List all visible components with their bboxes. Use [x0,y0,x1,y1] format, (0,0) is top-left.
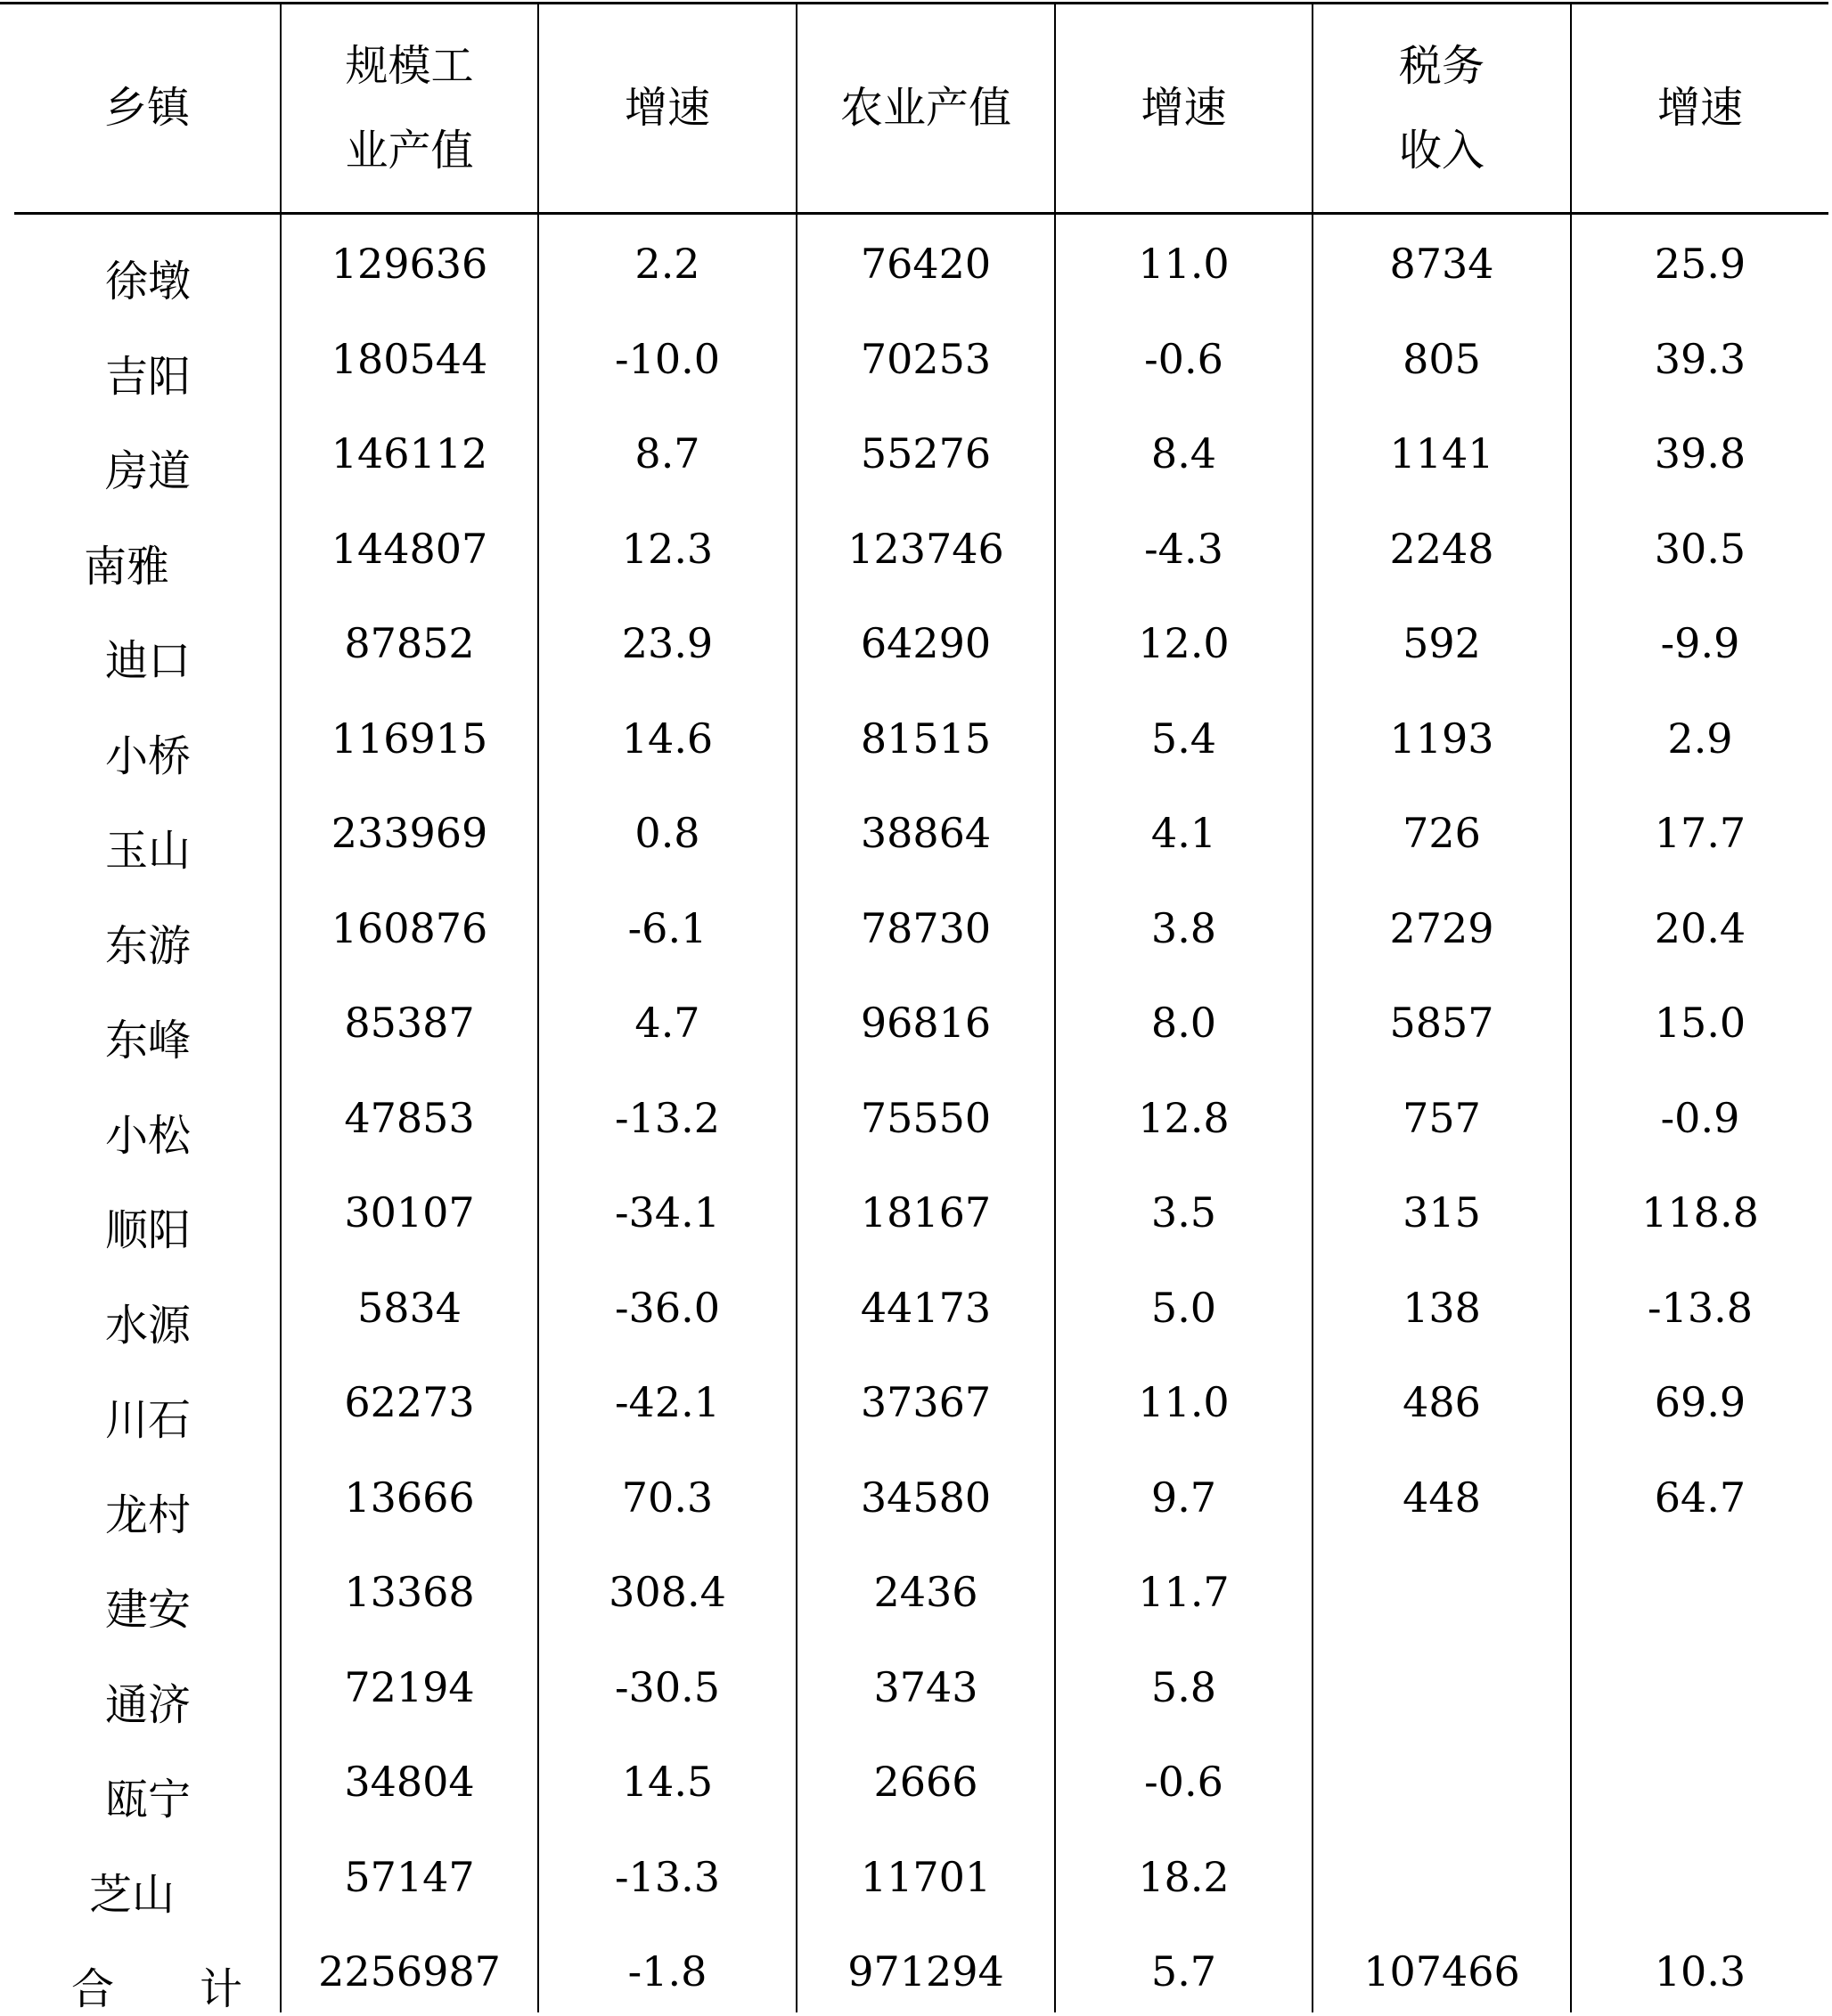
tax-revenue-cell [1313,1565,1570,1619]
agri-output-cell: 75550 [860,1093,992,1142]
tax-revenue-cell: 107466 [1363,1947,1520,1996]
town-name-cell: 东峰 [105,1016,192,1065]
tax-growth-cell [1572,1661,1828,1714]
agri-growth-cell: 18.2 [1138,1852,1230,1901]
header-cell [1056,4,1312,212]
industry-output-cell: 233969 [331,809,488,857]
agri-growth-cell: 8.0 [1150,999,1217,1047]
agri-output-cell: 44173 [860,1283,992,1332]
tax-revenue-cell: 805 [1403,334,1481,383]
agri-output-cell: 70253 [860,334,992,383]
agri-growth-cell: 3.8 [1150,903,1217,952]
agri-growth-cell: 11.0 [1138,240,1230,288]
agri-growth-cell: 5.4 [1150,714,1217,763]
industry-output-cell: 72194 [344,1662,475,1711]
industry-output-cell: 62273 [344,1378,475,1426]
header-label: 税务 [1398,40,1484,91]
header-label: 增速 [1141,83,1227,133]
industry-growth-cell: 2.2 [634,240,700,288]
agri-output-cell: 78730 [860,903,992,952]
tax-growth-cell [1572,1755,1828,1808]
tax-growth-cell: 30.5 [1654,524,1746,573]
industry-growth-cell: 14.6 [621,714,714,763]
industry-output-cell: 85387 [344,999,475,1047]
agri-growth-cell: 12.0 [1138,619,1230,667]
agri-output-cell: 37367 [860,1378,992,1426]
tax-growth-cell: 17.7 [1654,809,1746,857]
agri-output-cell: 34580 [860,1473,992,1522]
agri-growth-cell: 5.8 [1150,1662,1217,1711]
town-name-cell: 房道 [105,446,192,496]
agri-growth-cell: -4.3 [1144,524,1223,573]
agri-output-cell: 971294 [847,1947,1004,1996]
town-name-cell: 迪口 [105,636,192,686]
tax-revenue-cell: 1193 [1389,714,1494,763]
agri-growth-cell: 4.1 [1150,809,1217,857]
tax-revenue-cell: 8734 [1389,240,1494,288]
tax-growth-cell: -0.9 [1660,1093,1740,1142]
tax-growth-cell: 39.3 [1654,334,1746,383]
industry-growth-cell: -1.8 [627,1947,707,1996]
tax-growth-cell: 20.4 [1654,903,1746,952]
town-name-cell: 东游 [105,920,192,971]
industry-growth-cell: 8.7 [634,429,700,477]
header-label: 增速 [1656,83,1743,133]
industry-growth-cell: -10.0 [615,334,720,383]
industry-output-cell: 2256987 [318,1947,501,1996]
industry-growth-cell: 14.5 [621,1758,714,1806]
industry-output-cell: 34804 [344,1758,475,1806]
tax-revenue-cell: 592 [1403,619,1481,667]
header-cell [14,4,280,212]
tax-growth-cell: -13.8 [1648,1283,1753,1332]
industry-output-cell: 144807 [331,524,488,573]
header-label: 规模工 [345,40,474,91]
header-cell [797,4,1054,212]
tax-growth-cell [1572,1565,1828,1619]
tax-revenue-cell: 315 [1403,1188,1481,1237]
industry-growth-cell: -42.1 [615,1378,720,1426]
agri-growth-cell: 11.0 [1138,1378,1230,1426]
tax-growth-cell: 64.7 [1654,1473,1746,1522]
industry-growth-cell: 23.9 [621,619,714,667]
town-name-cell: 玉山 [105,826,192,876]
town-name-cell: 小松 [105,1110,192,1161]
tax-revenue-cell [1313,1850,1570,1904]
agri-output-cell: 55276 [860,429,992,477]
agri-output-cell: 38864 [860,809,992,857]
town-name-cell: 川石 [105,1395,192,1445]
town-name-cell: 龙村 [105,1490,192,1540]
industry-growth-cell: 70.3 [621,1473,714,1522]
town-name-cell: 吉阳 [105,351,192,402]
tax-growth-cell: 39.8 [1654,429,1746,477]
agri-growth-cell: -0.6 [1144,1758,1223,1806]
tax-growth-cell: 15.0 [1654,999,1746,1047]
agri-growth-cell: 5.0 [1150,1283,1217,1332]
industry-growth-cell: -13.2 [615,1093,720,1142]
industry-growth-cell: -34.1 [615,1188,720,1237]
town-name-cell: 徐墩 [105,257,192,306]
header-label: 收入 [1398,125,1484,175]
tax-revenue-cell: 757 [1403,1093,1481,1142]
agri-growth-cell: 9.7 [1150,1473,1217,1522]
tax-growth-cell: 2.9 [1667,714,1733,763]
agri-output-cell: 64290 [860,619,992,667]
town-name-cell: 小桥 [105,730,192,781]
town-name-cell: 通济 [105,1679,192,1730]
tax-revenue-cell: 5857 [1389,999,1494,1047]
agri-growth-cell: 5.7 [1150,1947,1217,1996]
agri-output-cell: 123746 [847,524,1004,573]
industry-growth-cell: 0.8 [634,809,700,857]
agri-output-cell: 2436 [873,1568,978,1616]
tax-growth-cell: 25.9 [1654,240,1746,288]
tax-revenue-cell: 448 [1403,1473,1481,1522]
industry-output-cell: 180544 [331,334,488,383]
tax-revenue-cell [1313,1755,1570,1808]
agri-growth-cell: 8.4 [1150,429,1217,477]
agri-growth-cell: -0.6 [1144,334,1223,383]
town-name-cell: 合 计 [71,1964,243,2014]
tax-revenue-cell: 138 [1403,1283,1481,1332]
agri-growth-cell: 3.5 [1150,1188,1217,1237]
town-name-cell: 芝山 [89,1869,176,1920]
industry-output-cell: 13666 [344,1473,475,1522]
tax-revenue-cell: 486 [1403,1378,1481,1426]
industry-growth-cell: -6.1 [627,903,707,952]
tax-revenue-cell: 2729 [1389,903,1494,952]
tax-revenue-cell: 2248 [1389,524,1494,573]
tax-growth-cell: 69.9 [1654,1378,1746,1426]
town-name-cell: 南雅 [84,541,170,592]
town-name-cell: 水源 [105,1300,192,1351]
agri-output-cell: 81515 [860,714,992,763]
agri-output-cell: 2666 [873,1758,978,1806]
industry-output-cell: 116915 [331,714,488,763]
industry-output-cell: 47853 [344,1093,475,1142]
header-cell [539,4,796,212]
header-label: 增速 [624,83,710,133]
tax-growth-cell: 10.3 [1654,1947,1746,1996]
industry-growth-cell: 4.7 [634,999,700,1047]
industry-output-cell: 160876 [331,903,488,952]
header-label: 业产值 [345,125,474,175]
header-label: 农业产值 [839,83,1011,133]
industry-growth-cell: -30.5 [615,1662,720,1711]
header-cell [282,4,537,212]
tax-growth-cell [1572,1850,1828,1904]
industry-output-cell: 129636 [331,240,488,288]
industry-output-cell: 5834 [356,1283,462,1332]
agri-output-cell: 18167 [860,1188,992,1237]
town-name-cell: 瓯宁 [105,1775,192,1824]
agri-growth-cell: 11.7 [1138,1568,1230,1616]
agri-output-cell: 76420 [860,240,992,288]
tax-growth-cell: -9.9 [1660,619,1740,667]
agri-growth-cell: 12.8 [1138,1093,1230,1142]
industry-growth-cell: 12.3 [621,524,714,573]
town-name-cell: 顺阳 [105,1205,192,1255]
tax-revenue-cell: 1141 [1389,429,1494,477]
industry-output-cell: 57147 [344,1852,475,1901]
industry-output-cell: 13368 [344,1568,475,1616]
industry-growth-cell: -36.0 [615,1283,720,1332]
industry-growth-cell: -13.3 [615,1852,720,1901]
header-bottom-rule [14,212,1828,215]
tax-growth-cell: 118.8 [1641,1188,1759,1237]
agri-output-cell: 11701 [860,1852,992,1901]
industry-output-cell: 30107 [344,1188,475,1237]
industry-growth-cell: 308.4 [609,1568,726,1616]
industry-output-cell: 87852 [344,619,475,667]
agri-output-cell: 96816 [860,999,992,1047]
tax-revenue-cell: 726 [1403,809,1481,857]
header-cell [1313,4,1570,212]
town-name-cell: 建安 [105,1585,192,1635]
tax-revenue-cell [1313,1661,1570,1714]
agri-output-cell: 3743 [873,1662,978,1711]
industry-output-cell: 146112 [331,429,488,477]
header-label: 乡镇 [103,83,190,133]
header-cell [1572,4,1828,212]
